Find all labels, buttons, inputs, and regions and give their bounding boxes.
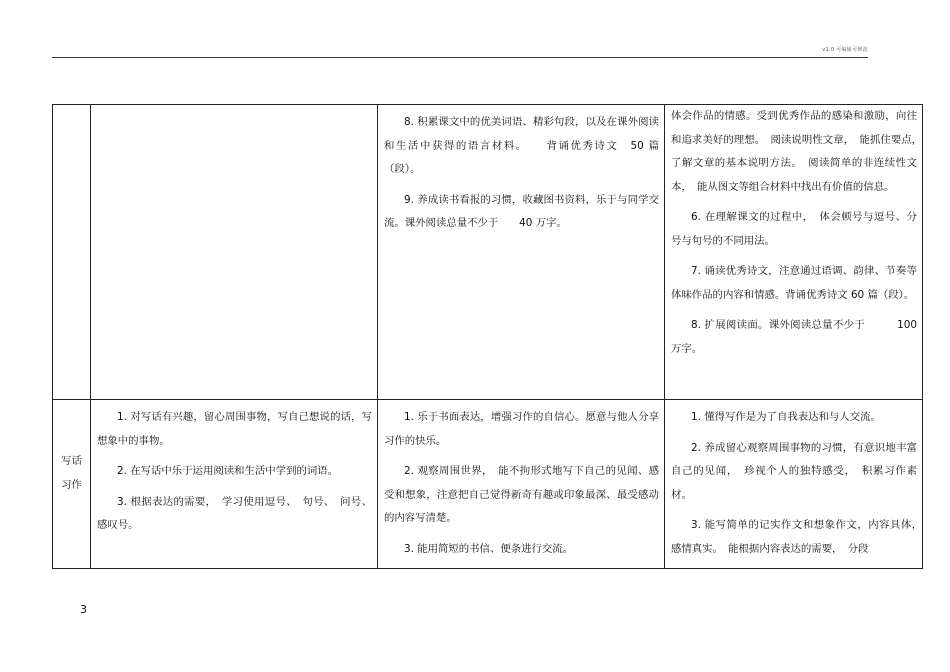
reading-item-8: 8. 积累课文中的优美词语、精彩句段，以及在课外阅读和生活中获得的语言材料。 背诵优秀诗文 50 篇（段）。 xyxy=(384,116,659,175)
writing-3-4-item-2: 2. 观察周围世界， 能不拘形式地写下自己的见闻、感受和想象，注意把自己觉得新奇有趣或印象最深、最受感动的内容写清楚。 xyxy=(384,465,659,524)
row-label-cell xyxy=(53,400,91,569)
curriculum-table xyxy=(52,104,928,569)
writing-1-2-item-3: 3. 根据表达的需要， 学习使用逗号、 句号、 问号、感叹号。 xyxy=(97,495,372,531)
page-number: 3 xyxy=(80,603,87,616)
header-rule xyxy=(52,57,868,58)
writing-1-2-item-1: 1. 对写话有兴趣，留心周围事物，写自己想说的话，写想象中的事物。 xyxy=(97,411,372,447)
writing-1-2-item-2: 2. 在写话中乐于运用阅读和生活中学到的词语。 xyxy=(117,465,339,477)
grade-1-2-cell xyxy=(91,105,378,400)
grade-1-2-cell xyxy=(91,400,378,569)
writing-5-6-item-3: 3. 能写简单的记实作文和想象作文，内容具体， 感情真实。 能根据内容表达的需要， 分段 xyxy=(671,519,928,555)
writing-3-4-item-1: 1. 乐于书面表达，增强习作的自信心。愿意与他人分享习作的快乐。 xyxy=(384,411,659,447)
reading-item-6: 6. 在理解课文的过程中， 体会顿号与逗号、分号与句号的不同用法。 xyxy=(671,211,917,247)
grade-5-6-cell xyxy=(665,105,928,400)
writing-3-4-item-3: 3. 能用简短的书信、便条进行交流。 xyxy=(404,542,574,555)
reading-item-9: 9. 养成读书看报的习惯，收藏图书资料，乐于与同学交流。课外阅读总量不少于 40 万字。 xyxy=(384,193,659,229)
reading-item-7: 7. 诵读优秀诗文，注意通过语调、韵律、节奏等体味作品的内容和情感。背诵优秀诗文 60 篇（段）。 xyxy=(671,265,917,301)
row-label-writing: 写话习作 xyxy=(61,454,82,491)
table-row-writing xyxy=(53,400,923,569)
grade-3-4-cell xyxy=(378,105,665,400)
grade-3-4-cell xyxy=(378,400,665,569)
row-label-cell xyxy=(53,105,91,400)
table-row-reading xyxy=(53,105,923,400)
reading-continuation: 体会作品的情感。受到优秀作品的感染和激励，向往和追求美好的理想。 阅读说明性文章， 能抓住要点， 了解文章的基本说明方法。 阅读简单的非连续性文本， 能从图文等组合材料中找出有价值的信息。 xyxy=(671,110,928,193)
reading-item-8-upper: 8. 扩展阅读面。课外阅读总量不少于 100 万字。 xyxy=(671,319,917,355)
writing-5-6-item-1: 1. 懂得写作是为了自我表达和与人交流。 xyxy=(691,411,881,423)
writing-5-6-item-2: 2. 养成留心观察周围事物的习惯，有意识地丰富自己的见闻， 珍视个人的独特感受， 积累习作素材。 xyxy=(671,441,917,501)
header-note: v1.0 可编辑可修改 xyxy=(822,47,868,53)
grade-5-6-cell xyxy=(665,400,928,569)
